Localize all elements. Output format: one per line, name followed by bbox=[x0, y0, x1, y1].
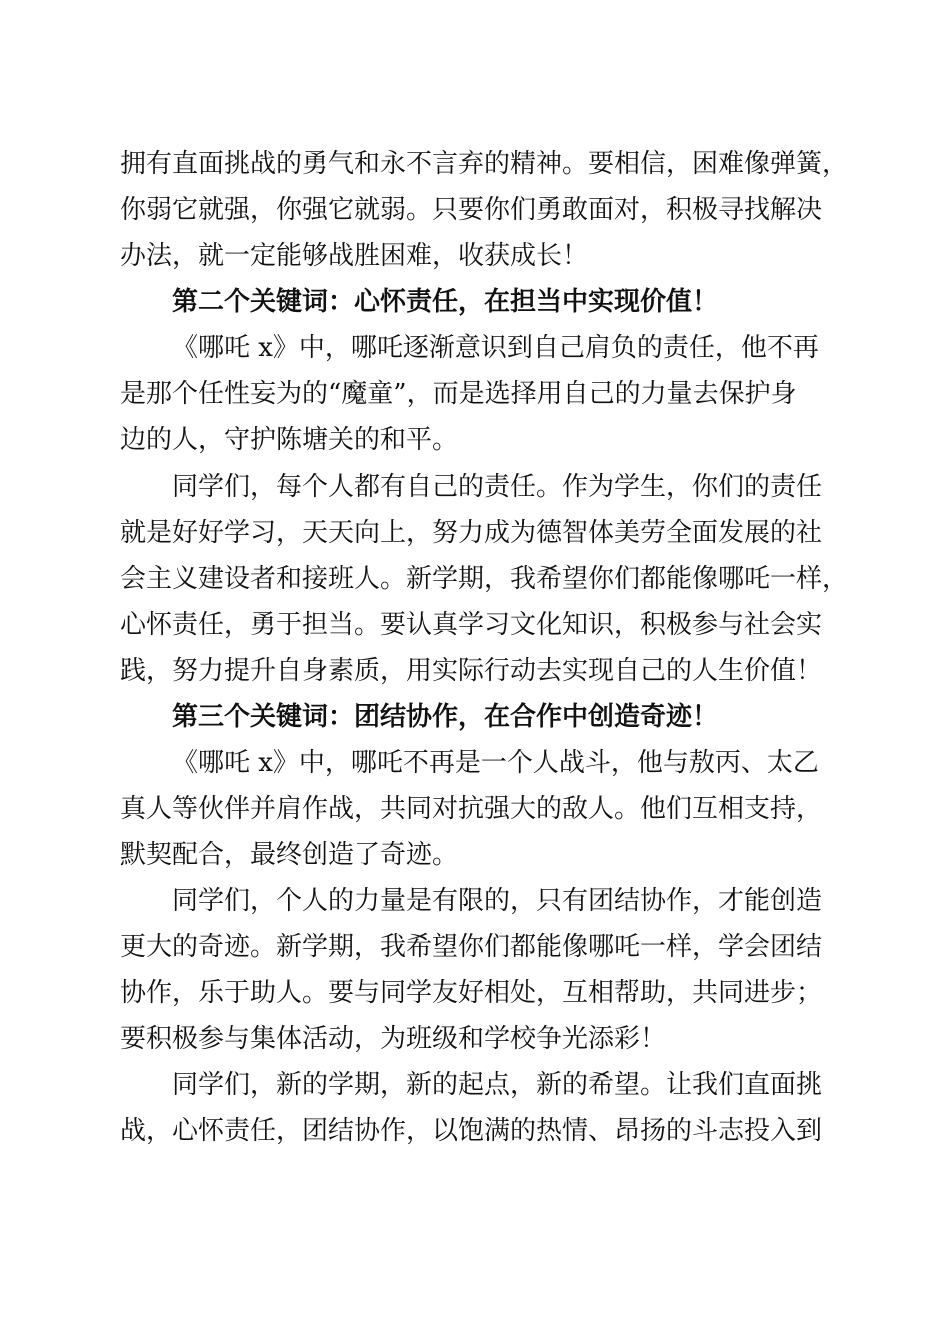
text-line: 协作，乐于助人。要与同学友好相处，互相帮助，共同进步； bbox=[120, 978, 823, 1008]
text-line: 默契配合，最终创造了奇迹。 bbox=[120, 840, 459, 870]
text-line: 就是好好学习，天天向上，努力成为德智体美劳全面发展的社 bbox=[120, 518, 823, 548]
text-line: 《哪吒 x》中，哪吒逐渐意识到自己肩负的责任，他不再 bbox=[172, 333, 819, 363]
text-line: 你弱它就强，你强它就弱。只要你们勇敢面对，积极寻找解决 bbox=[120, 195, 823, 225]
text-line: 战，心怀责任，团结协作，以饱满的热情、昂扬的斗志投入到 bbox=[120, 1116, 823, 1146]
text-line: 要积极参与集体活动，为班级和学校争光添彩！ bbox=[120, 1024, 667, 1054]
text-line: 同学们，个人的力量是有限的，只有团结协作，才能创造 bbox=[172, 886, 823, 916]
text-line: 《哪吒 x》中，哪吒不再是一个人战斗，他与敖丙、太乙 bbox=[172, 748, 819, 778]
text-line: 拥有直面挑战的勇气和永不言弃的精神。要相信，困难像弹簧， bbox=[120, 149, 849, 179]
text-line: 同学们，新的学期，新的起点，新的希望。让我们直面挑 bbox=[172, 1070, 823, 1100]
section-heading: 第二个关键词：心怀责任，在担当中实现价值！ bbox=[172, 287, 719, 317]
text-line: 心怀责任，勇于担当。要认真学习文化知识，积极参与社会实 bbox=[120, 610, 823, 640]
text-line: 边的人，守护陈塘关的和平。 bbox=[120, 425, 459, 455]
section-heading: 第三个关键词：团结协作，在合作中创造奇迹！ bbox=[172, 702, 719, 732]
text-line: 同学们，每个人都有自己的责任。作为学生，你们的责任 bbox=[172, 472, 823, 502]
text-line: 践，努力提升自身素质，用实际行动去实现自己的人生价值！ bbox=[120, 656, 823, 686]
text-line: 真人等伙伴并肩作战，共同对抗强大的敌人。他们互相支持， bbox=[120, 794, 823, 824]
text-line: 是那个任性妄为的“魔童”，而是选择用自己的力量去保护身 bbox=[120, 379, 797, 409]
text-line: 办法，就一定能够战胜困难，收获成长！ bbox=[120, 241, 589, 271]
text-line: 会主义建设者和接班人。新学期，我希望你们都能像哪吒一样， bbox=[120, 564, 849, 594]
text-line: 更大的奇迹。新学期，我希望你们都能像哪吒一样，学会团结 bbox=[120, 932, 823, 962]
